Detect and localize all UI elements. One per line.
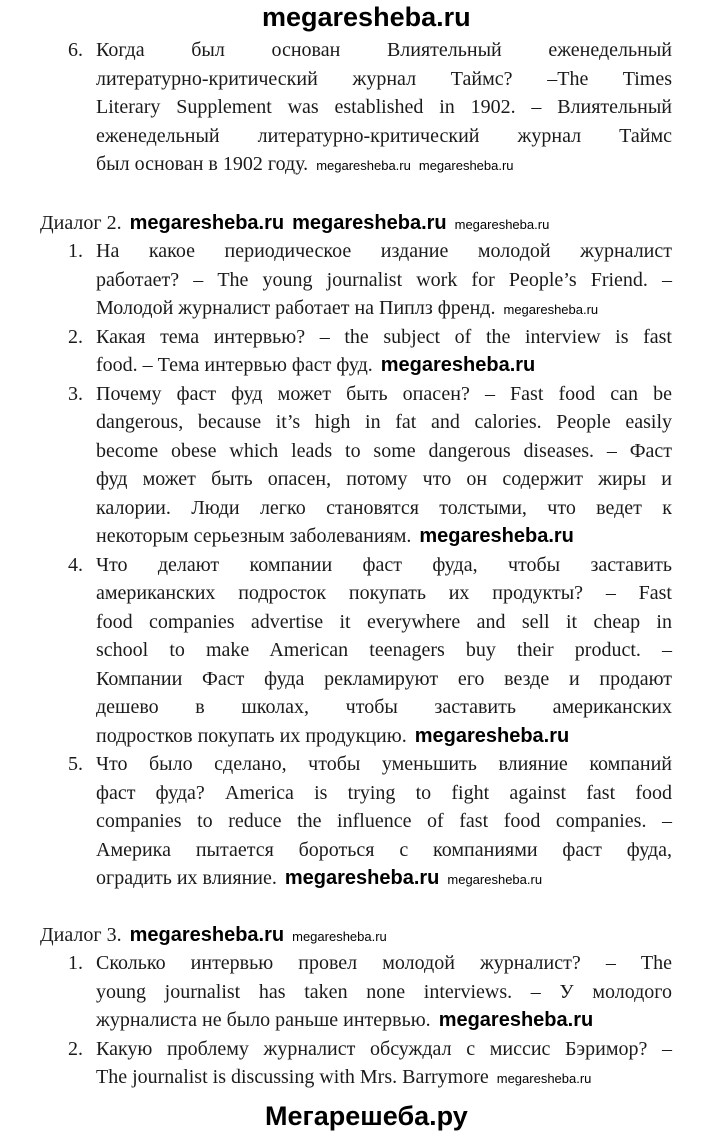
- spacer: [0, 179, 720, 209]
- text-line: [96, 36, 672, 65]
- list-item: [68, 551, 672, 751]
- text-line: [96, 551, 672, 580]
- text-line-content: Когда был основан Влиятельный еженедельный: [96, 39, 672, 61]
- list-item: [68, 1035, 672, 1092]
- watermark: megaresheba.ru: [129, 211, 285, 234]
- text-line-content: The journalist is discussing with Mrs. Barrymore: [96, 1066, 489, 1088]
- text-line: [96, 636, 672, 665]
- text-line-content: dangerous, because it’s high in fat and calories. People easily: [96, 411, 672, 433]
- text-line-content: оградить их влияние.: [96, 867, 277, 889]
- list-item: [68, 750, 672, 893]
- text-line: [96, 665, 672, 694]
- text-line-content: литературно-критический журнал Таймс? –The Times: [96, 67, 672, 90]
- text-line-content: become obese which leads to some dangerous diseases. – Фаст: [96, 439, 672, 462]
- text-line: [96, 237, 672, 266]
- footer-watermark: Мегарешеба.ру: [265, 1101, 468, 1131]
- text-line-content: еженедельный литературно-критический журнал Таймс: [96, 124, 672, 147]
- text-line: [96, 1063, 672, 1092]
- text-line: [96, 380, 672, 409]
- text-line-content: некоторым серьезным заболеваниям.: [96, 525, 412, 547]
- watermark: megaresheba.ru: [454, 216, 550, 232]
- text-line: [96, 266, 672, 295]
- text-line: [96, 693, 672, 722]
- text-line-content: school to make American teenagers buy their product. –: [96, 639, 672, 661]
- text-line-content: Какую проблему журналист обсуждал с миссис Бэримор? –: [96, 1037, 672, 1060]
- dialog-heading: Диалог 3.: [40, 923, 122, 946]
- text-line: [96, 323, 672, 352]
- text-line: [96, 750, 672, 779]
- dialog-heading-row: [40, 209, 672, 238]
- text-line-content: Молодой журналист работает на Пиплз френд.: [96, 297, 496, 319]
- text-line: [96, 722, 672, 751]
- text-line: [96, 608, 672, 637]
- watermark: megaresheba.ru: [380, 354, 536, 376]
- dialog-heading: Диалог 2.: [40, 211, 122, 234]
- item-number: 6.: [68, 39, 83, 61]
- spacer: [0, 893, 720, 921]
- text-line: [96, 294, 672, 323]
- text-line: [96, 351, 672, 380]
- text-line-content: дешево в школах, чтобы заставить американских: [96, 696, 672, 718]
- list-item: [68, 237, 672, 323]
- item-number: 5.: [68, 753, 83, 775]
- dialog-heading-row: [40, 921, 672, 950]
- watermark: megaresheba.ru: [414, 724, 570, 747]
- text-line-content: Компании Фаст фуда рекламируют его везде и продают: [96, 667, 672, 690]
- text-line-content: food companies advertise it everywhere and sell it cheap in: [96, 610, 672, 633]
- item-number: 2.: [68, 1037, 83, 1060]
- text-line-content: companies to reduce the influence of fast food companies. –: [96, 810, 672, 832]
- watermark: megaresheba.ru: [284, 867, 440, 889]
- text-line: [96, 408, 672, 437]
- watermark: megaresheba.ru: [316, 158, 411, 173]
- text-line: [96, 949, 672, 978]
- text-line-content: журналиста не было раньше интервью.: [96, 1009, 431, 1031]
- text-line: [96, 579, 672, 608]
- text-line: [96, 1035, 672, 1064]
- text-line-content: Что было сделано, чтобы уменьшить влияние компаний: [96, 753, 672, 775]
- text-line: [96, 1006, 672, 1035]
- watermark: megaresheba.ru: [292, 928, 387, 944]
- text-line: [96, 779, 672, 808]
- list-item: [68, 949, 672, 1035]
- text-line-content: работает? – The young journalist work for People’s Friend. –: [96, 268, 672, 291]
- text-line-content: калории. Люди легко становятся толстыми, что ведет к: [96, 496, 672, 519]
- text-line: [96, 807, 672, 836]
- watermark: megaresheba.ru: [292, 211, 447, 234]
- item-number: 1.: [68, 240, 83, 262]
- watermark: megaresheba.ru: [503, 302, 599, 317]
- text-line: [96, 437, 672, 466]
- watermark: megaresheba.ru: [496, 1071, 592, 1086]
- item-number: 3.: [68, 382, 83, 405]
- item-number: 2.: [68, 325, 83, 348]
- watermark: megaresheba.ru: [129, 923, 285, 946]
- text-line-content: подростков покупать их продукцию.: [96, 724, 407, 747]
- text-line-content: американских подросток покупать их продукты? – Fast: [96, 582, 672, 604]
- text-line: [96, 122, 672, 151]
- text-line-content: фуд может быть опасен, потому что он содержит жиры и: [96, 468, 672, 490]
- header-watermark: megaresheba.ru: [262, 2, 471, 32]
- text-line: [96, 93, 672, 122]
- watermark: megaresheba.ru: [447, 872, 543, 887]
- text-line-content: Какая тема интервью? – the subject of the interview is fast: [96, 325, 672, 348]
- watermark: megaresheba.ru: [419, 525, 574, 547]
- text-line-content: был основан в 1902 году.: [96, 153, 309, 175]
- text-line: [96, 65, 672, 94]
- text-line-content: Literary Supplement was established in 1902. – Влиятельный: [96, 96, 672, 118]
- list-item: [68, 323, 672, 380]
- text-line-content: Америка пытается бороться с компаниями фаст фуда,: [96, 838, 672, 861]
- item-number: 1.: [68, 952, 83, 974]
- document-page: [0, 36, 720, 1092]
- list-item: [68, 36, 672, 179]
- text-line-content: Почему фаст фуд может быть опасен? – Fast food can be: [96, 382, 672, 405]
- watermark: megaresheba.ru: [438, 1009, 594, 1031]
- text-line-content: фаст фуда? America is trying to fight against fast food: [96, 781, 672, 804]
- text-line: [96, 864, 672, 893]
- text-line: [96, 150, 672, 179]
- text-line-content: Сколько интервью провел молодой журналист? – The: [96, 952, 672, 974]
- text-line: [96, 522, 672, 551]
- text-line-content: Что делают компании фаст фуда, чтобы заставить: [96, 553, 672, 576]
- text-line: [96, 836, 672, 865]
- text-line: [96, 978, 672, 1007]
- text-line-content: young journalist has taken none interviews. – У молодого: [96, 980, 672, 1003]
- text-line-content: food. – Тема интервью фаст фуд.: [96, 354, 373, 376]
- list-item: [68, 380, 672, 551]
- item-number: 4.: [68, 553, 83, 576]
- watermark: megaresheba.ru: [418, 158, 514, 173]
- text-line: [96, 494, 672, 523]
- text-line-content: На какое периодическое издание молодой журналист: [96, 240, 672, 262]
- text-line: [96, 465, 672, 494]
